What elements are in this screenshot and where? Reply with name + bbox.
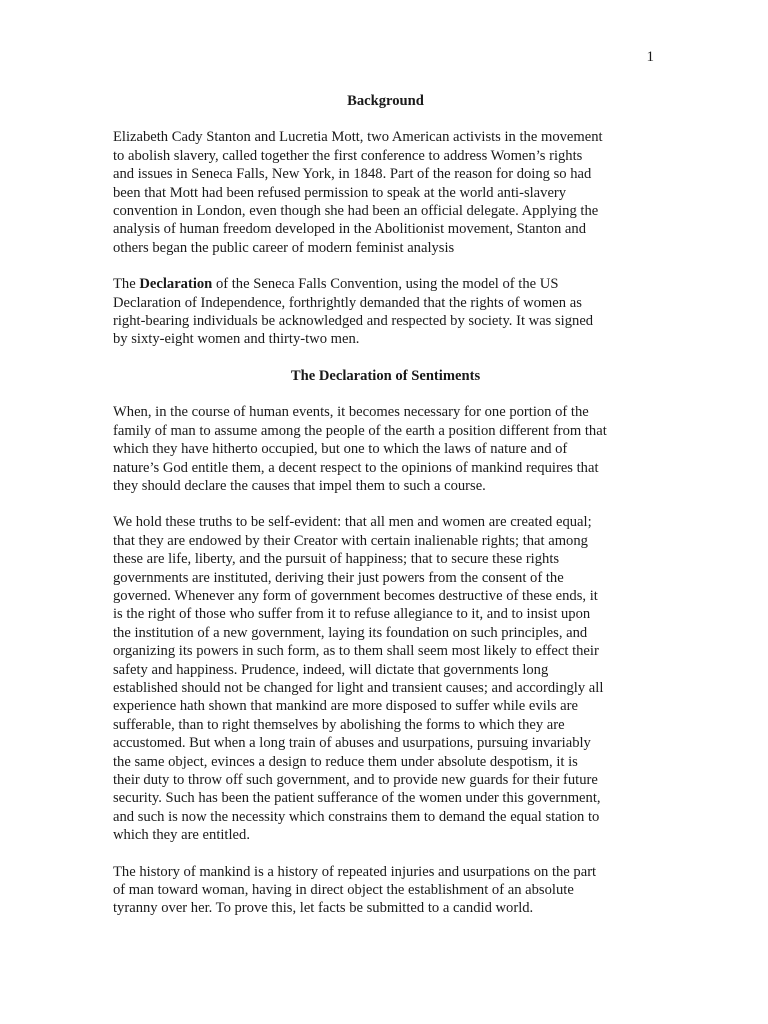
background-heading: Background	[347, 93, 424, 109]
text-line: and such is now the necessity which constrains them to demand the equal station to	[113, 808, 600, 825]
text-line: by sixty-eight women and thirty-two men.	[113, 331, 360, 348]
text-line: Elizabeth Cady Stanton and Lucretia Mott, two American activists in the movement	[113, 129, 603, 146]
text-line: When, in the course of human events, it becomes necessary for one portion of the	[113, 404, 589, 421]
text-line: the same object, evinces a design to reduce them under absolute despotism, it is	[113, 753, 578, 770]
text-line: convention in London, even though she had been an official delegate. Applying the	[113, 203, 599, 220]
text-line: We hold these truths to be self-evident: that all men and women are created equal;	[113, 514, 592, 531]
text-line: which they have hitherto occupied, but one to which the laws of nature and of	[113, 441, 568, 458]
text-line: right-bearing individuals be acknowledged and respected by society. It was signed	[113, 313, 594, 330]
text-line: The history of mankind is a history of repeated injuries and usurpations on the part	[113, 863, 597, 880]
text-line: organizing its powers in such form, as to them shall seem most likely to effect their	[113, 643, 599, 660]
text-line: to abolish slavery, called together the first conference to address Women’s rights	[113, 147, 583, 164]
page-number: 1	[646, 49, 654, 65]
text-line: and issues in Seneca Falls, New York, in 1848. Part of the reason for doing so had	[113, 166, 592, 183]
text-line: they should declare the causes that impel them to such a course.	[113, 477, 486, 494]
text-line: tyranny over her. To prove this, let facts be submitted to a candid world.	[113, 900, 534, 917]
text-fragment: The	[113, 276, 140, 293]
sentiments-heading: The Declaration of Sentiments	[290, 367, 481, 384]
text-line: which they are entitled.	[113, 827, 250, 844]
text-line: governed. Whenever any form of government becomes destructive of these ends, it	[113, 587, 598, 604]
text-line: nature’s God entitle them, a decent respect to the opinions of mankind requires that	[113, 459, 599, 476]
background-paragraph-1	[113, 128, 658, 257]
text-line: safety and happiness. Prudence, indeed, will dictate that governments long	[113, 661, 549, 678]
text-line: experience hath shown that mankind are more disposed to suffer while evils are	[113, 698, 578, 715]
declaration-bold-term: Declaration	[139, 276, 213, 293]
text-line: been that Mott had been refused permission to speak at the world anti-slavery	[113, 184, 567, 201]
text-line: Declaration of Independence, forthrightly demanded that the rights of women as	[113, 294, 582, 311]
text-fragment: of the Seneca Falls Convention, using the model of the US	[212, 276, 559, 293]
text-line: governments are instituted, deriving their just powers from the consent of the	[113, 569, 564, 586]
text-line: others began the public career of modern feminist analysis	[113, 239, 455, 256]
document-body	[113, 92, 658, 936]
text-line	[113, 275, 658, 293]
text-line: sufferable, than to right themselves by abolishing the forms to which they are	[113, 716, 565, 733]
text-line: these are life, liberty, and the pursuit of happiness; that to secure these rights	[113, 551, 560, 568]
background-paragraph-2	[113, 275, 658, 349]
sentiments-paragraph-3	[113, 863, 658, 918]
text-line: of man toward woman, having in direct object the establishment of an absolute	[113, 882, 574, 899]
text-line: security. Such has been the patient sufferance of the women under this government,	[113, 790, 601, 807]
sentiments-paragraph-1	[113, 403, 658, 495]
text-line: the institution of a new government, laying its foundation on such principles, and	[113, 624, 588, 641]
text-line: analysis of human freedom developed in the Abolitionist movement, Stanton and	[113, 221, 586, 238]
sentiments-paragraph-2	[113, 513, 658, 844]
text-line: accustomed. But when a long train of abuses and usurpations, pursuing invariably	[113, 735, 591, 752]
text-line: is the right of those who suffer from it to refuse allegiance to it, and to insist upon	[113, 606, 591, 623]
text-line: established should not be changed for light and transient causes; and accordingly all	[113, 679, 604, 696]
text-line: family of man to assume among the people of the earth a position different from that	[113, 422, 607, 439]
text-line: their duty to throw off such government, and to provide new guards for their future	[113, 772, 598, 788]
text-line: that they are endowed by their Creator with certain inalienable rights; that among	[113, 532, 588, 549]
